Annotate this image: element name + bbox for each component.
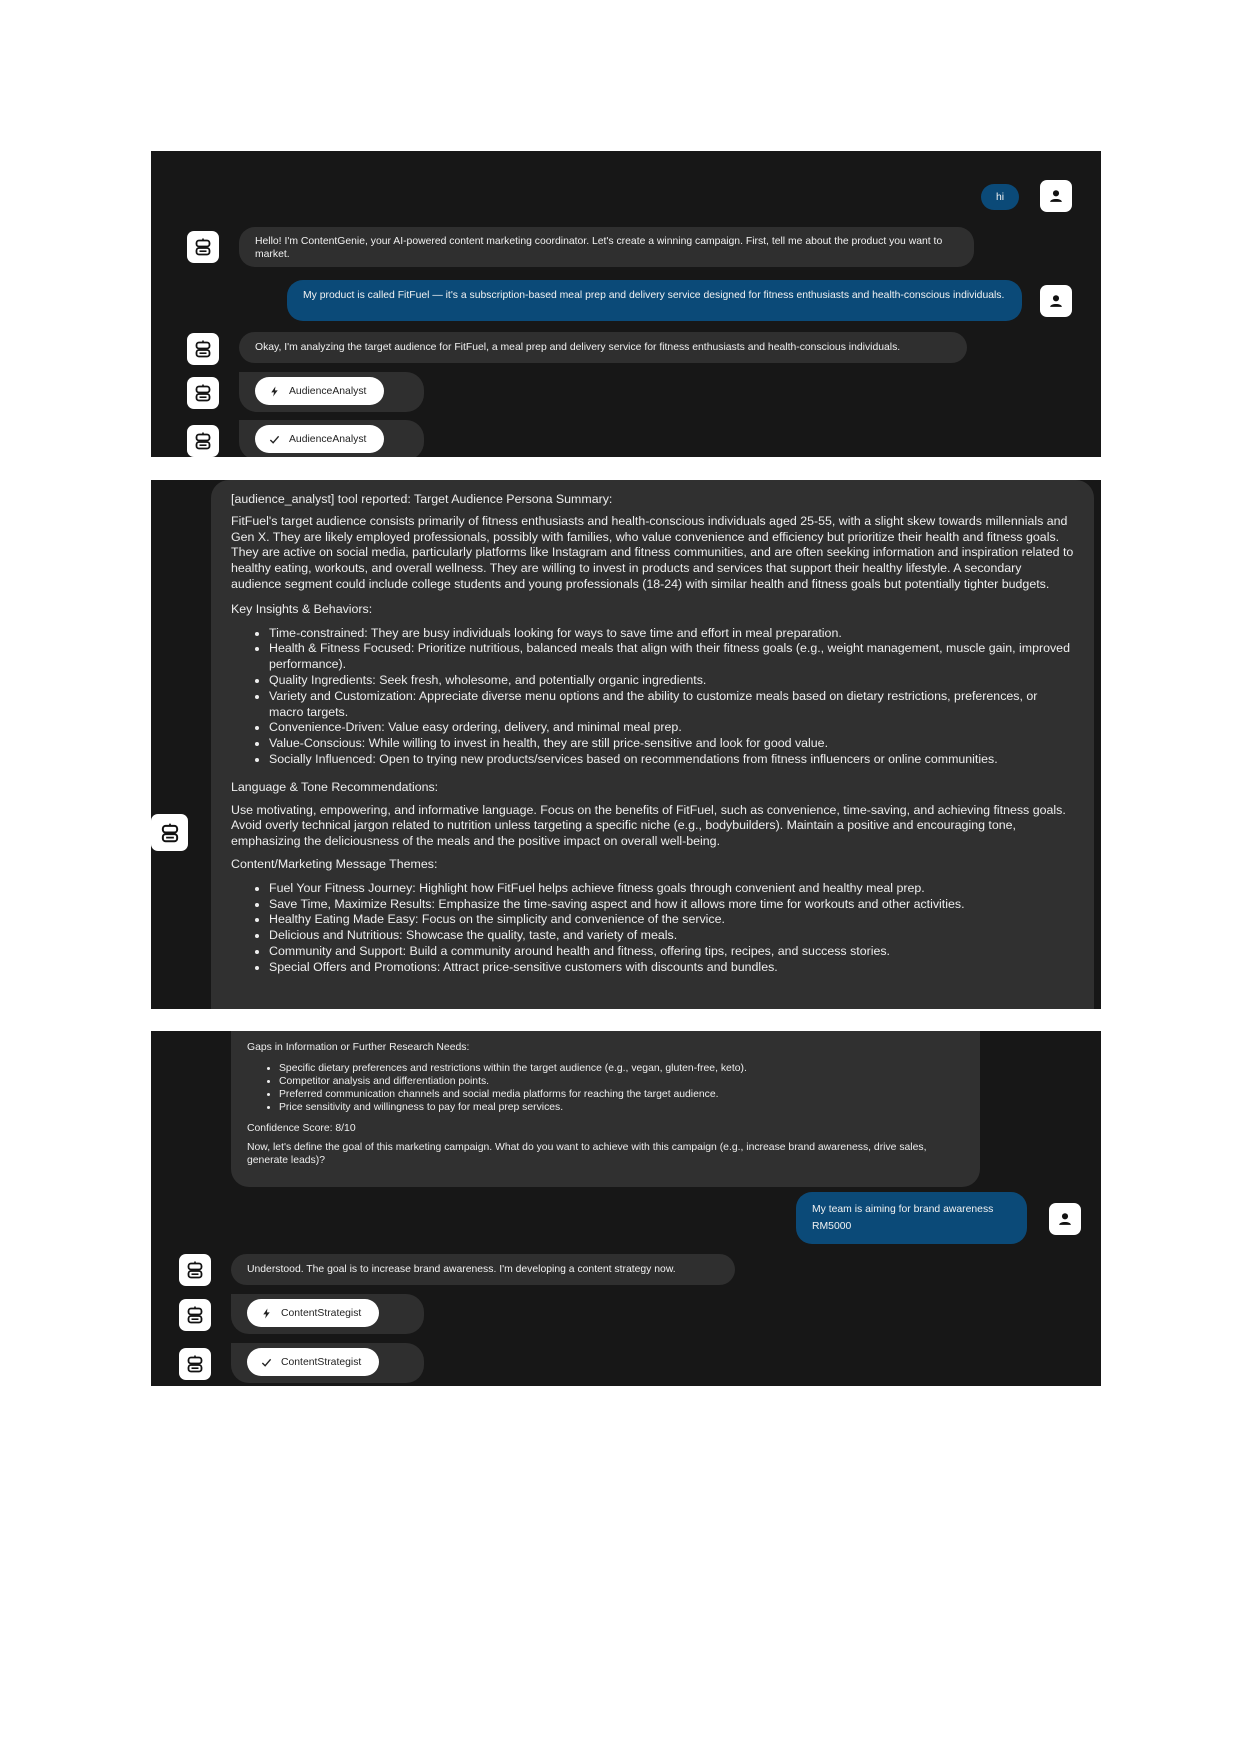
list-item: • Save Time, Maximize Results: Emphasize the time-saving aspect and how it allows more time for workouts and other activities. <box>269 897 1074 913</box>
tool-call-done <box>231 1343 424 1383</box>
insights-title: Key Insights & Behaviors: <box>231 601 373 616</box>
user-avatar <box>1040 285 1072 317</box>
list-item: • Fuel Your Fitness Journey: Highlight how FitFuel helps achieve fitness goals through convenient and healthy meal prep. <box>269 881 1074 897</box>
bot-avatar <box>179 1348 211 1380</box>
user-icon <box>1047 292 1065 310</box>
themes-title: Content/Marketing Message Themes: <box>231 856 438 871</box>
list-item: • Time-constrained: They are busy individuals looking for ways to save time and effort in meal preparation. <box>269 626 1074 642</box>
insights-list <box>231 626 1074 768</box>
list-item: • Convenience-Driven: Value easy ordering, delivery, and minimal meal prep. <box>269 720 1074 736</box>
check-icon <box>261 1357 272 1368</box>
list-item: • Socially Influenced: Open to trying new products/services based on recommendations from fitness influencers or online communities. <box>269 752 1074 768</box>
bot-message-greeting: Hello! I'm ContentGenie, your AI-powered content marketing coordinator. Let's create a winning campaign. First, tell me about the product you want to market. <box>239 227 974 267</box>
list-item: • Community and Support: Build a community around health and fitness, offering tips, recipes, and success stories. <box>269 944 1074 960</box>
user-avatar <box>1049 1203 1081 1235</box>
bolt-icon <box>261 1308 272 1319</box>
report-summary: FitFuel's target audience consists primarily of fitness enthusiasts and health-conscious individuals aged 25-55, with a slight skew towards millennials and Gen X. They are likely employed professionals, possibly with families, who value convenience and efficiency but prioritize their health and fitness goals. They are active on social media, particularly platforms like Instagram and fitness communities, and are often seeking information and inspiration related to healthy eating, workouts, and overall wellness. They are willing to invest in products and services that support their healthy lifestyle. A secondary audience segment could include college students and young professionals (18-24) with similar health and fitness goals but potentially tighter budgets. <box>231 513 1074 591</box>
user-avatar <box>1040 180 1072 212</box>
tool-call-done <box>239 420 424 457</box>
goal-question: Now, let's define the goal of this marketing campaign. What do you want to achieve with this campaign (e.g., increase brand awareness, drive sales, generate leads)? <box>247 1142 927 1166</box>
bot-icon <box>193 383 213 403</box>
list-item: • Special Offers and Promotions: Attract price-sensitive customers with discounts and bundles. <box>269 960 1074 976</box>
report-heading: [audience_analyst] tool reported: Target Audience Persona Summary: <box>231 492 613 506</box>
list-item: • Health & Fitness Focused: Prioritize nutritious, balanced meals that align with their fitness goals (e.g., weight management, muscle gain, improved performance). <box>269 641 1074 673</box>
list-item: • Delicious and Nutritious: Showcase the quality, taste, and variety of meals. <box>269 928 1074 944</box>
chat-panel-2 <box>151 480 1101 1009</box>
chat-panel-3 <box>151 1031 1101 1386</box>
bot-avatar <box>151 814 188 851</box>
bot-icon <box>159 822 181 844</box>
bot-avatar <box>179 1254 211 1286</box>
tone-text: Use motivating, empowering, and informative language. Focus on the benefits of FitFuel, such as convenience, time-saving, and achieving fitness goals. Avoid overly technical jargon related to nutrition unless targeting a specific niche (e.g., bodybuilders). Maintain a positive and encouraging tone, emphasizing the deliciousness of the meals and the positive impact on overall well-being. <box>231 802 1066 849</box>
list-item: • Healthy Eating Made Easy: Focus on the simplicity and convenience of the service. <box>269 912 1074 928</box>
bot-message-understood: Understood. The goal is to increase brand awareness. I'm developing a content strategy now. <box>231 1254 735 1285</box>
list-item: • Value-Conscious: While willing to invest in health, they are still price-sensitive and look for good value. <box>269 736 1074 752</box>
bot-avatar <box>187 425 219 457</box>
user-message-goal: My team is aiming for brand awareness RM5000 <box>796 1192 1027 1244</box>
bot-avatar <box>179 1299 211 1331</box>
user-icon <box>1047 187 1065 205</box>
confidence-score: Confidence Score: 8/10 <box>247 1123 356 1134</box>
gaps-list <box>247 1062 964 1114</box>
audience-report-continued <box>231 1031 980 1187</box>
tool-chip-content-strategist-running[interactable]: ContentStrategist <box>247 1299 379 1327</box>
tone-title: Language & Tone Recommendations: <box>231 779 439 794</box>
list-item: • Specific dietary preferences and restrictions within the target audience (e.g., vegan, gluten-free, keto). <box>279 1062 964 1075</box>
tool-chip-content-strategist-done[interactable]: ContentStrategist <box>247 1348 379 1376</box>
gaps-title: Gaps in Information or Further Research Needs: <box>247 1042 470 1053</box>
list-item: • Competitor analysis and differentiation points. <box>279 1075 964 1088</box>
user-message-product: My product is called FitFuel — it's a subscription-based meal prep and delivery service designed for fitness enthusiasts and health-conscious individuals. <box>287 280 1022 321</box>
themes-list <box>231 881 1074 976</box>
bot-icon <box>185 1260 205 1280</box>
user-message-hi: hi <box>981 184 1019 210</box>
bot-icon <box>185 1354 205 1374</box>
bot-icon <box>185 1305 205 1325</box>
chat-panel-1 <box>151 151 1101 457</box>
bot-avatar <box>187 333 219 365</box>
user-icon <box>1056 1210 1074 1228</box>
tool-chip-audience-analyst-running[interactable]: AudienceAnalyst <box>255 377 384 405</box>
bolt-icon <box>269 386 280 397</box>
bot-avatar <box>187 377 219 409</box>
audience-report-message <box>211 480 1094 1009</box>
bot-avatar <box>187 231 219 263</box>
list-item: • Price sensitivity and willingness to pay for meal prep services. <box>279 1101 964 1114</box>
bot-message-analyzing: Okay, I'm analyzing the target audience for FitFuel, a meal prep and delivery service for fitness enthusiasts and health-conscious individuals. <box>239 332 967 363</box>
check-icon <box>269 434 280 445</box>
tool-call-running <box>239 372 424 412</box>
list-item: • Variety and Customization: Appreciate diverse menu options and the ability to customize meals based on dietary restrictions, preferences, or macro targets. <box>269 689 1074 721</box>
tool-call-running <box>231 1294 424 1334</box>
bot-icon <box>193 431 213 451</box>
list-item: • Quality Ingredients: Seek fresh, wholesome, and potentially organic ingredients. <box>269 673 1074 689</box>
list-item: • Preferred communication channels and social media platforms for reaching the target audience. <box>279 1088 964 1101</box>
tool-chip-audience-analyst-done[interactable]: AudienceAnalyst <box>255 425 384 453</box>
bot-icon <box>193 237 213 257</box>
bot-icon <box>193 339 213 359</box>
